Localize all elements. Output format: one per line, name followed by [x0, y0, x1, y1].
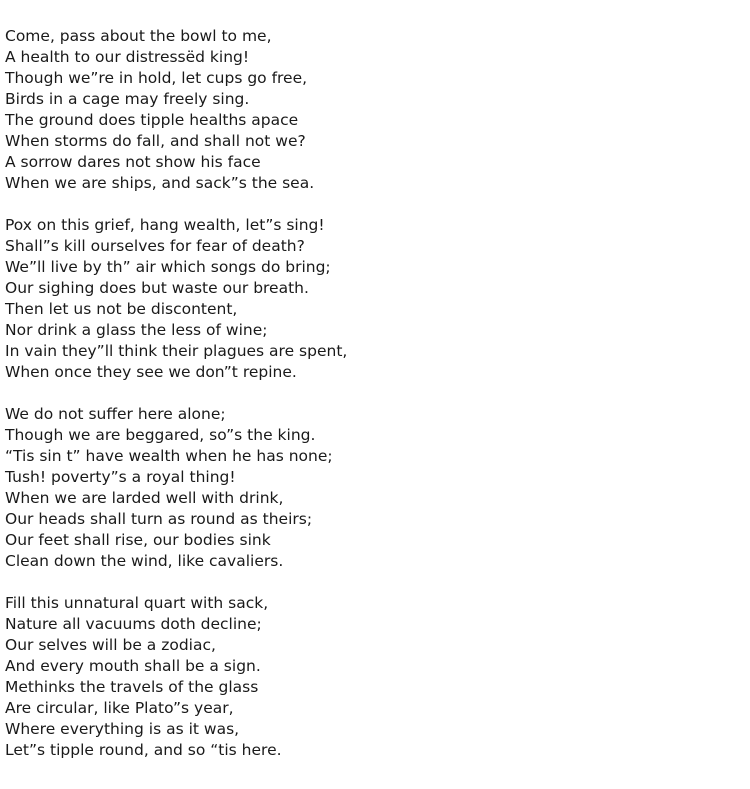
poem-line: Our sighing does but waste our breath. [5, 279, 309, 297]
poem-line: Where everything is as it was, [5, 720, 240, 738]
poem-line: We”ll live by th” air which songs do bring; [5, 258, 331, 276]
stanza-3 [5, 404, 347, 572]
poem-line: Then let us not be discontent, [5, 300, 238, 318]
poem-line: Nature all vacuums doth decline; [5, 615, 262, 633]
poem-line: When we are ships, and sack”s the sea. [5, 174, 315, 192]
poem-line: When storms do fall, and shall not we? [5, 132, 306, 150]
poem-line: And every mouth shall be a sign. [5, 657, 261, 675]
poem-line: When once they see we don”t repine. [5, 363, 297, 381]
poem-line: Though we are beggared, so”s the king. [5, 426, 316, 444]
poem-line: Methinks the travels of the glass [5, 678, 259, 696]
poem-line: Shall”s kill ourselves for fear of death? [5, 237, 305, 255]
poem-line: Though we”re in hold, let cups go free, [5, 69, 308, 87]
poem-line: When we are larded well with drink, [5, 489, 284, 507]
poem-line: The ground does tipple healths apace [5, 111, 299, 129]
poem-line: Birds in a cage may freely sing. [5, 90, 250, 108]
poem-line: “Tis sin t” have wealth when he has none; [5, 447, 333, 465]
poem-line: A sorrow dares not show his face [5, 153, 261, 171]
poem-line: We do not suffer here alone; [5, 405, 226, 423]
stanza-2 [5, 215, 347, 383]
poem-line: Our selves will be a zodiac, [5, 636, 216, 654]
poem-line: Nor drink a glass the less of wine; [5, 321, 268, 339]
poem-text [5, 26, 347, 782]
stanza-4 [5, 593, 347, 761]
poem-line: Fill this unnatural quart with sack, [5, 594, 269, 612]
poem-line: Come, pass about the bowl to me, [5, 27, 272, 45]
poem-line: In vain they”ll think their plagues are spent, [5, 342, 348, 360]
poem-line: A health to our distressëd king! [5, 48, 250, 66]
poem-line: Tush! poverty”s a royal thing! [5, 468, 236, 486]
stanza-1 [5, 26, 347, 194]
poem-line: Let”s tipple round, and so “tis here. [5, 741, 282, 759]
poem-line: Are circular, like Plato”s year, [5, 699, 234, 717]
poem-line: Pox on this grief, hang wealth, let”s sing! [5, 216, 325, 234]
poem-line: Our feet shall rise, our bodies sink [5, 531, 271, 549]
poem-line: Our heads shall turn as round as theirs; [5, 510, 313, 528]
poem-line: Clean down the wind, like cavaliers. [5, 552, 284, 570]
